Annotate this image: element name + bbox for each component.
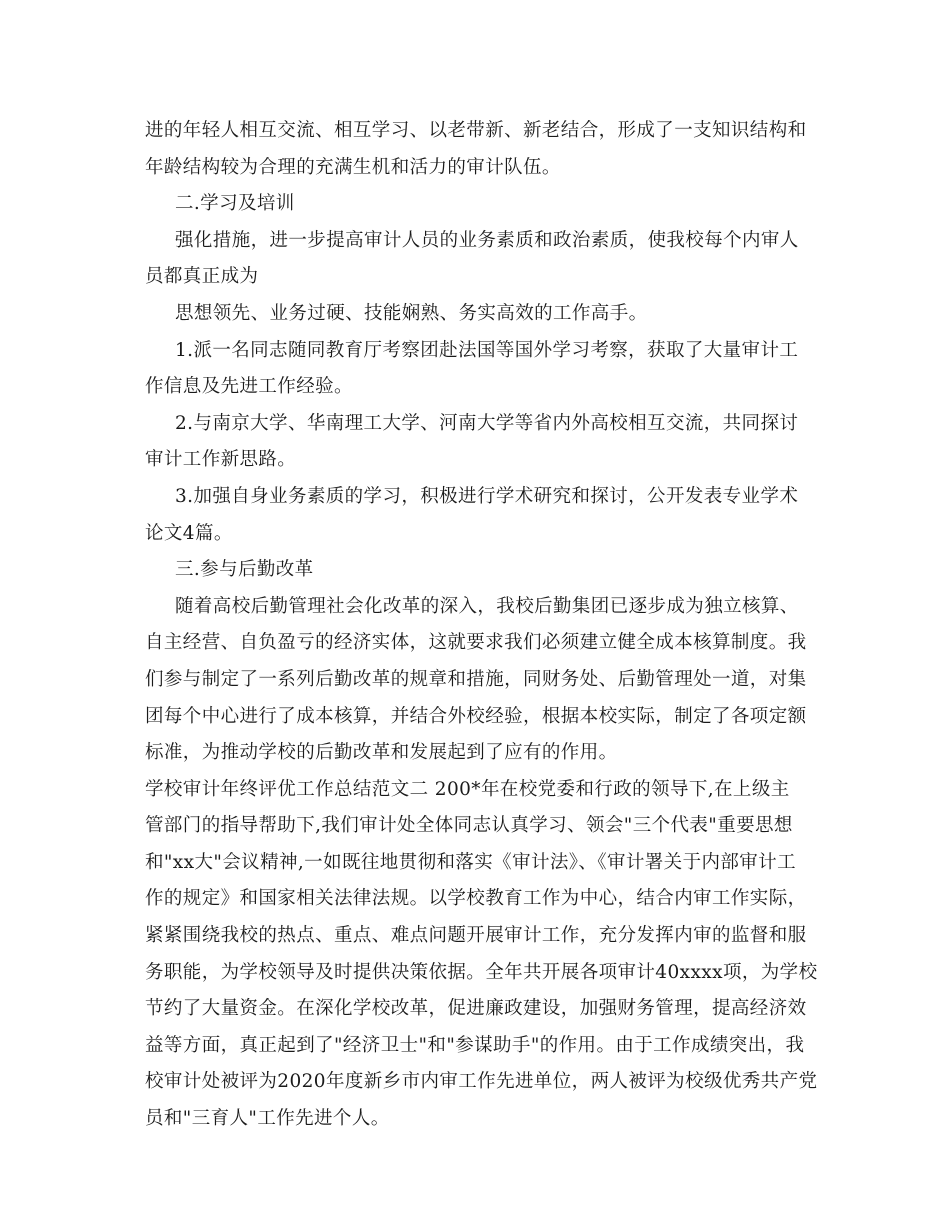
text-line-14: 随着高校后勤管理社会化改革的深入，我校后勤集团已逐步成为独立核算、	[175, 595, 799, 617]
text-line-20: 管部门的指导帮助下,我们审计处全体同志认真学习、领会"三个代表"重要思想	[145, 815, 793, 837]
text-line-15: 自主经营、自负盈亏的经济实体，这就要求我们必须建立健全成本核算制度。我	[145, 632, 807, 654]
text-line-10: 审计工作新思路。	[145, 449, 297, 471]
text-line-25: 节约了大量资金。在深化学校改革，促进廉政建设，加强财务管理，提高经济效	[145, 998, 807, 1020]
section-heading-3: 三.参与后勤改革	[175, 559, 314, 581]
text-line-28: 员和"三育人"工作先进个人。	[145, 1108, 390, 1130]
text-line-18: 标准，为推动学校的后勤改革和发展起到了应有的作用。	[145, 742, 618, 764]
text-line-21: 和"xx大"会议精神,一如既往地贯彻和落实《审计法》、《审计署关于内部审计工	[145, 851, 796, 873]
text-line-4: 强化措施，进一步提高审计人员的业务素质和政治素质，使我校每个内审人	[175, 229, 799, 251]
text-line-2: 年龄结构较为合理的充满生机和活力的审计队伍。	[145, 156, 561, 178]
document-body	[145, 113, 818, 1138]
text-line-23: 紧紧围绕我校的热点、重点、难点问题开展审计工作，充分发挥内审的监督和服	[145, 925, 807, 947]
list-item-2: 2.与南京大学、华南理工大学、河南大学等省内外高校相互交流，共同探讨	[175, 412, 799, 434]
text-line-27: 校审计处被评为2020年度新乡市内审工作先进单位，两人被评为校级优秀共产党	[145, 1071, 818, 1093]
text-line-8: 作信息及先进工作经验。	[145, 376, 353, 398]
text-line-22: 作的规定》和国家相关法律法规。以学校教育工作为中心，结合内审工作实际，	[145, 888, 807, 910]
text-line-17: 团每个中心进行了成本核算，并结合外校经验，根据本校实际，制定了各项定额	[145, 705, 807, 727]
list-item-3: 3.加强自身业务素质的学习，积极进行学术研究和探讨，公开发表专业学术	[175, 485, 799, 507]
text-line-5: 员都真正成为	[145, 266, 259, 288]
text-line-26: 益等方面，真正起到了"经济卫士"和"参谋助手"的作用。由于工作成绩突出，我	[145, 1034, 805, 1056]
text-line-12: 论文4篇。	[145, 522, 233, 544]
text-line-16: 们参与制定了一系列后勤改革的规章和措施，同财务处、后勤管理处一道，对集	[145, 668, 807, 690]
text-line-6: 思想领先、业务过硬、技能娴熟、务实高效的工作高手。	[175, 302, 648, 324]
list-item-1: 1.派一名同志随同教育厅考察团赴法国等国外学习考察，获取了大量审计工	[175, 339, 799, 361]
text-line-24: 务职能，为学校领导及时提供决策依据。全年共开展各项审计40xxxx项，为学校	[145, 961, 818, 983]
text-line-1: 进的年轻人相互交流、相互学习、以老带新、新老结合，形成了一支知识结构和	[145, 120, 807, 141]
section-heading-2: 二.学习及培训	[175, 193, 295, 215]
article-title-line: 学校审计年终评优工作总结范文二 200*年在校党委和行政的领导下,在上级主	[145, 778, 790, 800]
